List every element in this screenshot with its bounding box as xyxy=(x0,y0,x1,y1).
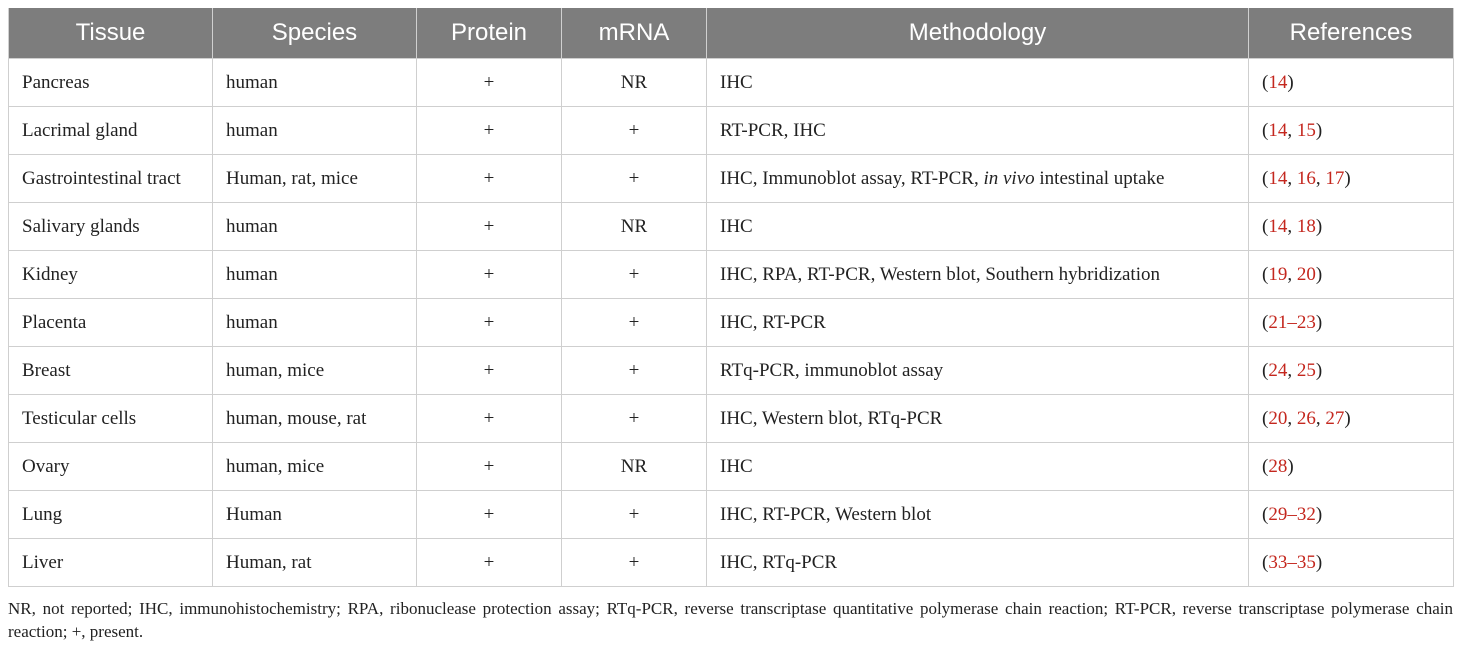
table-row xyxy=(9,107,1454,155)
table-row xyxy=(9,491,1454,539)
cell-protein: + xyxy=(417,251,562,299)
reference-close-paren: ) xyxy=(1315,215,1323,237)
cell-tissue: Lacrimal gland xyxy=(9,107,213,155)
cell-methodology: RTq-PCR, immunoblot assay xyxy=(707,347,1249,395)
cell-tissue: Breast xyxy=(9,347,213,395)
cell-methodology: IHC, RTq-PCR xyxy=(707,539,1249,587)
cell-species: human, mouse, rat xyxy=(213,395,417,443)
cell-mrna: + xyxy=(562,395,707,443)
cell-protein: + xyxy=(417,395,562,443)
reference-open-paren: ( xyxy=(1262,119,1269,141)
cell-species: human xyxy=(213,107,417,155)
cell-references xyxy=(1249,59,1454,107)
cell-species: human xyxy=(213,251,417,299)
cell-references xyxy=(1249,251,1454,299)
cell-protein: + xyxy=(417,155,562,203)
cell-species: Human xyxy=(213,491,417,539)
cell-tissue: Pancreas xyxy=(9,59,213,107)
reference-link[interactable]: 16 xyxy=(1296,167,1316,189)
header-species: Species xyxy=(213,8,417,59)
header-methodology: Methodology xyxy=(707,8,1249,59)
cell-mrna: NR xyxy=(562,203,707,251)
reference-open-paren: ( xyxy=(1262,215,1269,237)
cell-protein: + xyxy=(417,299,562,347)
cell-tissue: Liver xyxy=(9,539,213,587)
header-row xyxy=(9,8,1454,59)
reference-close-paren: ) xyxy=(1315,263,1323,285)
reference-open-paren: ( xyxy=(1262,311,1269,333)
cell-references xyxy=(1249,395,1454,443)
cell-species: human xyxy=(213,203,417,251)
header-mrna: mRNA xyxy=(562,8,707,59)
cell-methodology: IHC xyxy=(707,203,1249,251)
cell-species: Human, rat, mice xyxy=(213,155,417,203)
cell-species: human, mice xyxy=(213,443,417,491)
reference-separator: , xyxy=(1287,167,1297,189)
reference-open-paren: ( xyxy=(1262,503,1269,525)
reference-separator: , xyxy=(1287,119,1297,141)
reference-link[interactable]: 14 xyxy=(1268,119,1288,141)
reference-link[interactable]: 24 xyxy=(1268,359,1288,381)
cell-protein: + xyxy=(417,443,562,491)
cell-methodology: IHC, RPA, RT-PCR, Western blot, Southern hybridization xyxy=(707,251,1249,299)
cell-methodology: RT-PCR, IHC xyxy=(707,107,1249,155)
reference-link[interactable]: 25 xyxy=(1296,359,1316,381)
cell-tissue: Gastrointestinal tract xyxy=(9,155,213,203)
cell-mrna: + xyxy=(562,299,707,347)
table-footnote: NR, not reported; IHC, immunohistochemistry; RPA, ribonuclease protection assay; RTq-PCR, reverse transcriptase quantitative polymerase chain reaction; RT-PCR, reverse transcriptase polymerase chain reaction; +, present. xyxy=(8,599,1453,641)
cell-mrna: + xyxy=(562,539,707,587)
cell-protein: + xyxy=(417,491,562,539)
reference-open-paren: ( xyxy=(1262,407,1269,429)
reference-link[interactable]: 21–23 xyxy=(1268,311,1316,333)
cell-mrna: + xyxy=(562,491,707,539)
reference-link[interactable]: 14 xyxy=(1268,215,1288,237)
reference-link[interactable]: 26 xyxy=(1296,407,1316,429)
cell-references xyxy=(1249,347,1454,395)
reference-link[interactable]: 28 xyxy=(1268,455,1288,477)
methodology-text: IHC, Immunoblot assay, RT-PCR, xyxy=(720,167,984,189)
table-container xyxy=(8,8,1453,587)
cell-methodology: IHC, Western blot, RTq-PCR xyxy=(707,395,1249,443)
table-body xyxy=(9,59,1454,587)
reference-close-paren: ) xyxy=(1315,359,1323,381)
cell-tissue: Lung xyxy=(9,491,213,539)
reference-separator: , xyxy=(1287,359,1297,381)
cell-references xyxy=(1249,299,1454,347)
cell-species: human xyxy=(213,59,417,107)
reference-link[interactable]: 33–35 xyxy=(1268,551,1316,573)
table-row xyxy=(9,347,1454,395)
reference-close-paren: ) xyxy=(1344,167,1351,189)
cell-species: human, mice xyxy=(213,347,417,395)
reference-link[interactable]: 20 xyxy=(1296,263,1316,285)
reference-close-paren: ) xyxy=(1315,551,1323,573)
reference-link[interactable]: 14 xyxy=(1268,167,1288,189)
table-row xyxy=(9,395,1454,443)
methodology-text: intestinal uptake xyxy=(1034,167,1165,189)
reference-close-paren: ) xyxy=(1287,71,1294,93)
cell-protein: + xyxy=(417,107,562,155)
tissue-expression-table xyxy=(8,8,1454,587)
cell-methodology: IHC, RT-PCR, Western blot xyxy=(707,491,1249,539)
cell-tissue: Salivary glands xyxy=(9,203,213,251)
cell-mrna: + xyxy=(562,347,707,395)
reference-close-paren: ) xyxy=(1287,455,1294,477)
cell-references xyxy=(1249,443,1454,491)
reference-link[interactable]: 17 xyxy=(1325,167,1345,189)
table-row xyxy=(9,251,1454,299)
cell-species: Human, rat xyxy=(213,539,417,587)
reference-separator: , xyxy=(1287,215,1297,237)
cell-mrna: + xyxy=(562,251,707,299)
cell-protein: + xyxy=(417,203,562,251)
cell-tissue: Placenta xyxy=(9,299,213,347)
cell-mrna: NR xyxy=(562,59,707,107)
reference-close-paren: ) xyxy=(1315,311,1323,333)
reference-link[interactable]: 18 xyxy=(1296,215,1316,237)
table-row xyxy=(9,203,1454,251)
cell-references xyxy=(1249,155,1454,203)
cell-protein: + xyxy=(417,347,562,395)
table-row xyxy=(9,539,1454,587)
reference-close-paren: ) xyxy=(1315,119,1323,141)
cell-mrna: + xyxy=(562,155,707,203)
cell-references xyxy=(1249,539,1454,587)
cell-references xyxy=(1249,491,1454,539)
header-tissue: Tissue xyxy=(9,8,213,59)
cell-tissue: Testicular cells xyxy=(9,395,213,443)
methodology-italic-text: in vivo xyxy=(983,167,1035,189)
cell-methodology: IHC xyxy=(707,443,1249,491)
table-row xyxy=(9,155,1454,203)
reference-link[interactable]: 19 xyxy=(1268,263,1288,285)
cell-protein: + xyxy=(417,59,562,107)
table-row xyxy=(9,299,1454,347)
cell-tissue: Kidney xyxy=(9,251,213,299)
cell-species: human xyxy=(213,299,417,347)
cell-methodology xyxy=(707,155,1249,203)
reference-link[interactable]: 14 xyxy=(1268,71,1288,93)
reference-open-paren: ( xyxy=(1262,263,1269,285)
cell-references xyxy=(1249,203,1454,251)
reference-open-paren: ( xyxy=(1262,71,1269,93)
header-protein: Protein xyxy=(417,8,562,59)
reference-open-paren: ( xyxy=(1262,455,1269,477)
reference-separator: , xyxy=(1315,407,1326,429)
cell-mrna: NR xyxy=(562,443,707,491)
reference-separator: , xyxy=(1315,167,1326,189)
header-references: References xyxy=(1249,8,1454,59)
reference-close-paren: ) xyxy=(1315,503,1323,525)
table-row xyxy=(9,443,1454,491)
reference-link[interactable]: 15 xyxy=(1296,119,1316,141)
cell-methodology: IHC xyxy=(707,59,1249,107)
reference-close-paren: ) xyxy=(1344,407,1351,429)
cell-methodology: IHC, RT-PCR xyxy=(707,299,1249,347)
cell-references xyxy=(1249,107,1454,155)
cell-tissue: Ovary xyxy=(9,443,213,491)
cell-mrna: + xyxy=(562,107,707,155)
reference-separator: , xyxy=(1287,263,1297,285)
table-row xyxy=(9,59,1454,107)
reference-link[interactable]: 29–32 xyxy=(1268,503,1316,525)
reference-open-paren: ( xyxy=(1262,551,1269,573)
reference-separator: , xyxy=(1287,407,1297,429)
reference-open-paren: ( xyxy=(1262,359,1269,381)
reference-link[interactable]: 27 xyxy=(1325,407,1345,429)
reference-link[interactable]: 20 xyxy=(1268,407,1288,429)
reference-open-paren: ( xyxy=(1262,167,1269,189)
cell-protein: + xyxy=(417,539,562,587)
